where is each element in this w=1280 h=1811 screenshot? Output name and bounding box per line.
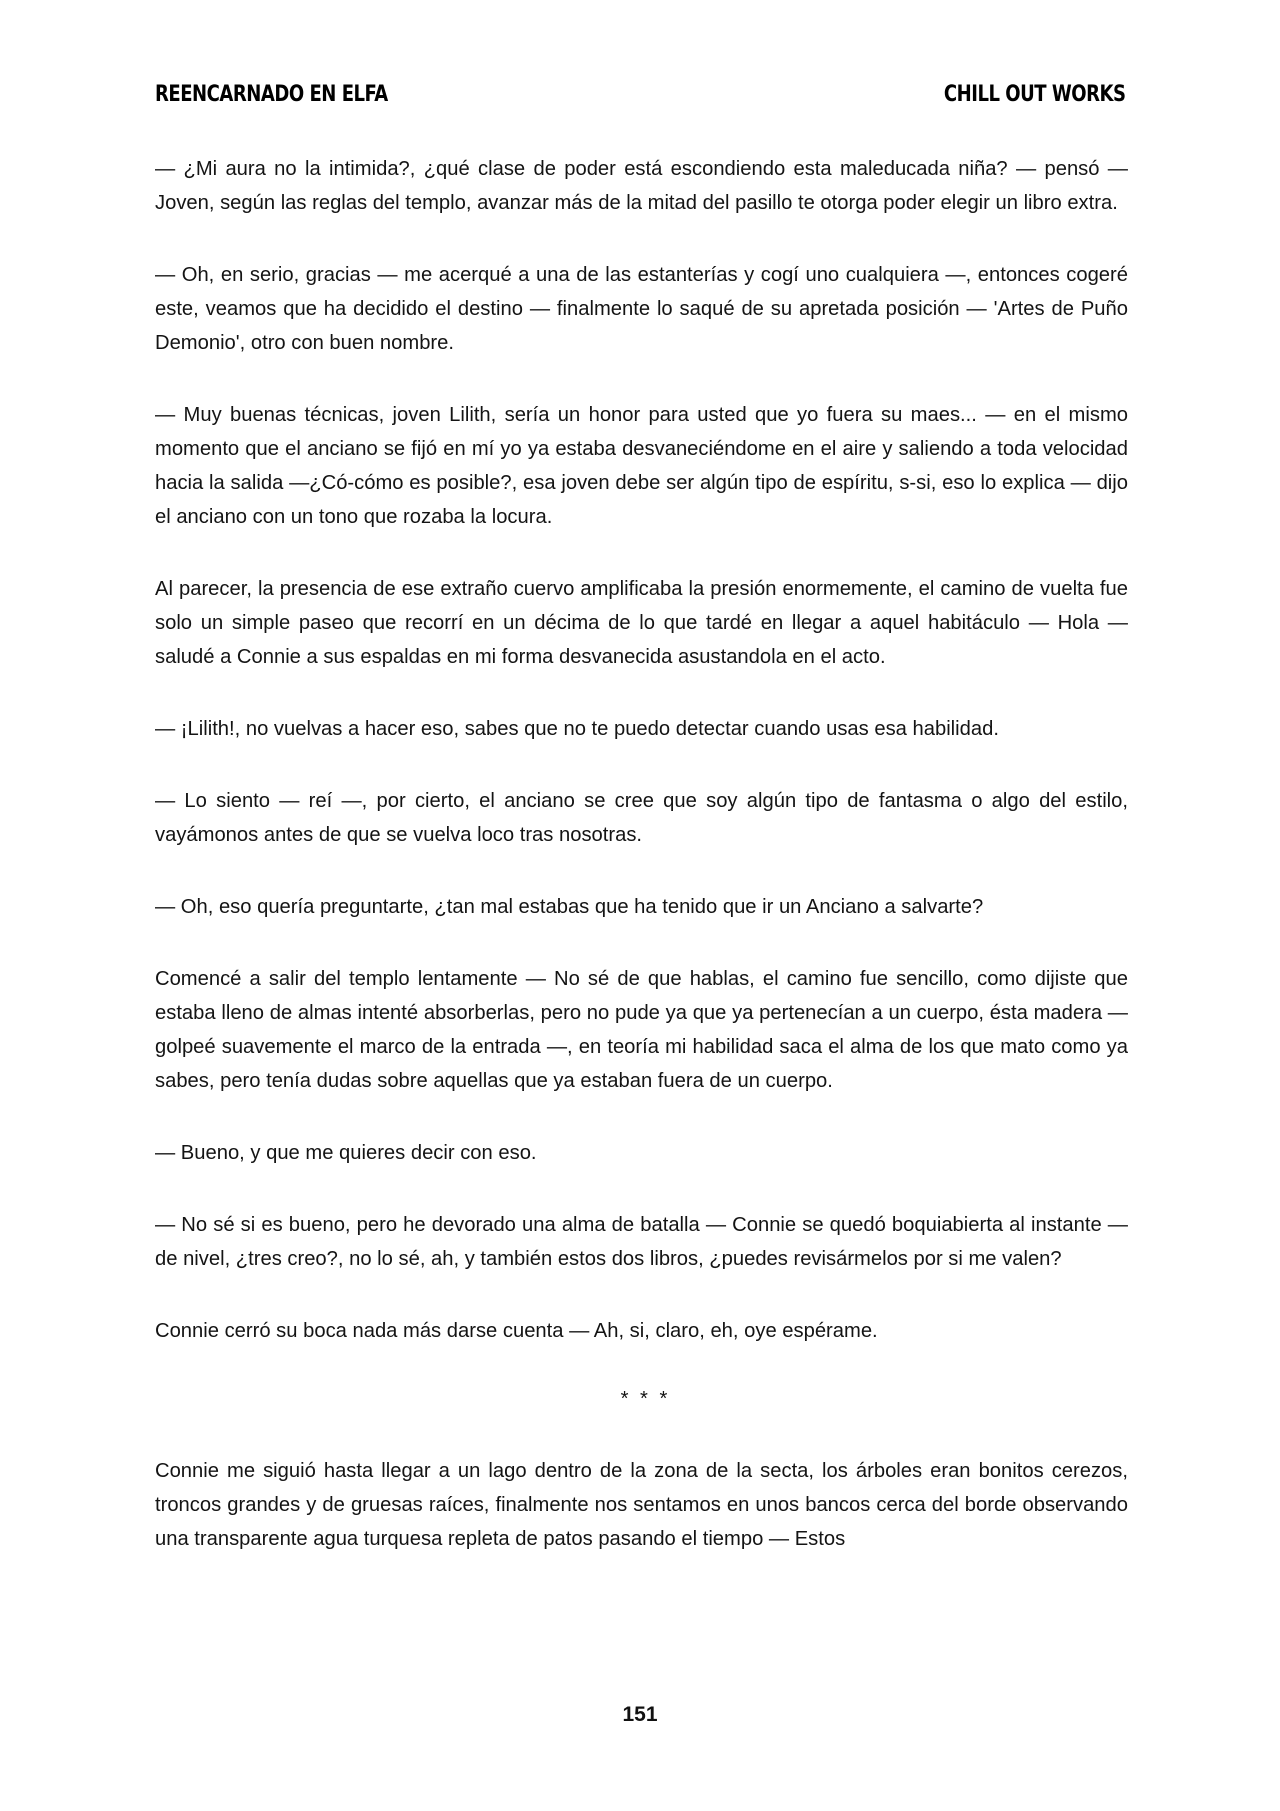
paragraph: — ¿Mi aura no la intimida?, ¿qué clase de poder está escondiendo esta maleducada niña? — pensó — Joven, según las reglas del templo, avanzar más de la mitad del pasillo te otorga poder elegir un libro extra. (155, 158, 1128, 214)
publisher-name: CHILL OUT WORKS (943, 81, 1125, 107)
paragraph: — Oh, eso quería preguntarte, ¿tan mal estabas que ha tenido que ir un Anciano a salvarte? (155, 896, 984, 918)
scene-separator: * * * (620, 1388, 671, 1410)
paragraph: Connie cerró su boca nada más darse cuenta — Ah, si, claro, eh, oye espérame. (155, 1320, 878, 1342)
paragraph: — No sé si es bueno, pero he devorado una alma de batalla — Connie se quedó boquiabierta al instante — de nivel, ¿tres creo?, no lo sé, ah, y también estos dos libros, ¿puedes revisármelos por si me valen? (155, 1214, 1128, 1270)
page-header (155, 74, 1125, 114)
paragraph: Comencé a salir del templo lentamente — No sé de que hablas, el camino fue sencillo, como dijiste que estaba lleno de almas intenté absorberlas, pero no pude ya que ya pertenecían a un cuerpo, ésta madera — golpeé suavemente el marco de la entrada —, en teoría mi habilidad saca el alma de los que mato como ya sabes, pero tenía dudas sobre aquellas que ya estaban fuera de un cuerpo. (155, 968, 1128, 1092)
paragraph: — ¡Lilith!, no vuelvas a hacer eso, sabes que no te puedo detectar cuando usas esa habilidad. (155, 718, 999, 740)
paragraph: Al parecer, la presencia de ese extraño cuervo amplificaba la presión enormemente, el camino de vuelta fue solo un simple paseo que recorrí en un décima de lo que tardé en llegar a aquel habitáculo — Hola — saludé a Connie a sus espaldas en mi forma desvanecida asustandola en el acto. (155, 578, 1128, 668)
page-number: 151 (622, 1703, 658, 1726)
paragraph: Connie me siguió hasta llegar a un lago dentro de la zona de la secta, los árboles eran bonitos cerezos, troncos grandes y de gruesas raíces, finalmente nos sentamos en unos bancos cerca del borde observando una transparente agua turquesa repleta de patos pasando el tiempo — Estos (155, 1460, 1128, 1550)
book-title: REENCARNADO EN ELFA (155, 81, 388, 107)
paragraph: — Lo siento — reí —, por cierto, el anciano se cree que soy algún tipo de fantasma o algo del estilo, vayámonos antes de que se vuelva loco tras nosotras. (155, 790, 1128, 846)
page-body (155, 152, 1128, 1594)
paragraph: — Oh, en serio, gracias — me acerqué a una de las estanterías y cogí uno cualquiera —, entonces cogeré este, veamos que ha decidido el destino — finalmente lo saqué de su apretada posición — 'Artes de Puño Demonio', otro con buen nombre. (155, 264, 1128, 354)
paragraph: — Muy buenas técnicas, joven Lilith, sería un honor para usted que yo fuera su maes... — en el mismo momento que el anciano se fijó en mí yo ya estaba desvaneciéndome en el aire y saliendo a toda velocidad hacia la salida —¿Có-cómo es posible?, esa joven debe ser algún tipo de espíritu, s-si, eso lo explica — dijo el anciano con un tono que rozaba la locura. (155, 404, 1128, 528)
paragraph: — Bueno, y que me quieres decir con eso. (155, 1142, 537, 1164)
